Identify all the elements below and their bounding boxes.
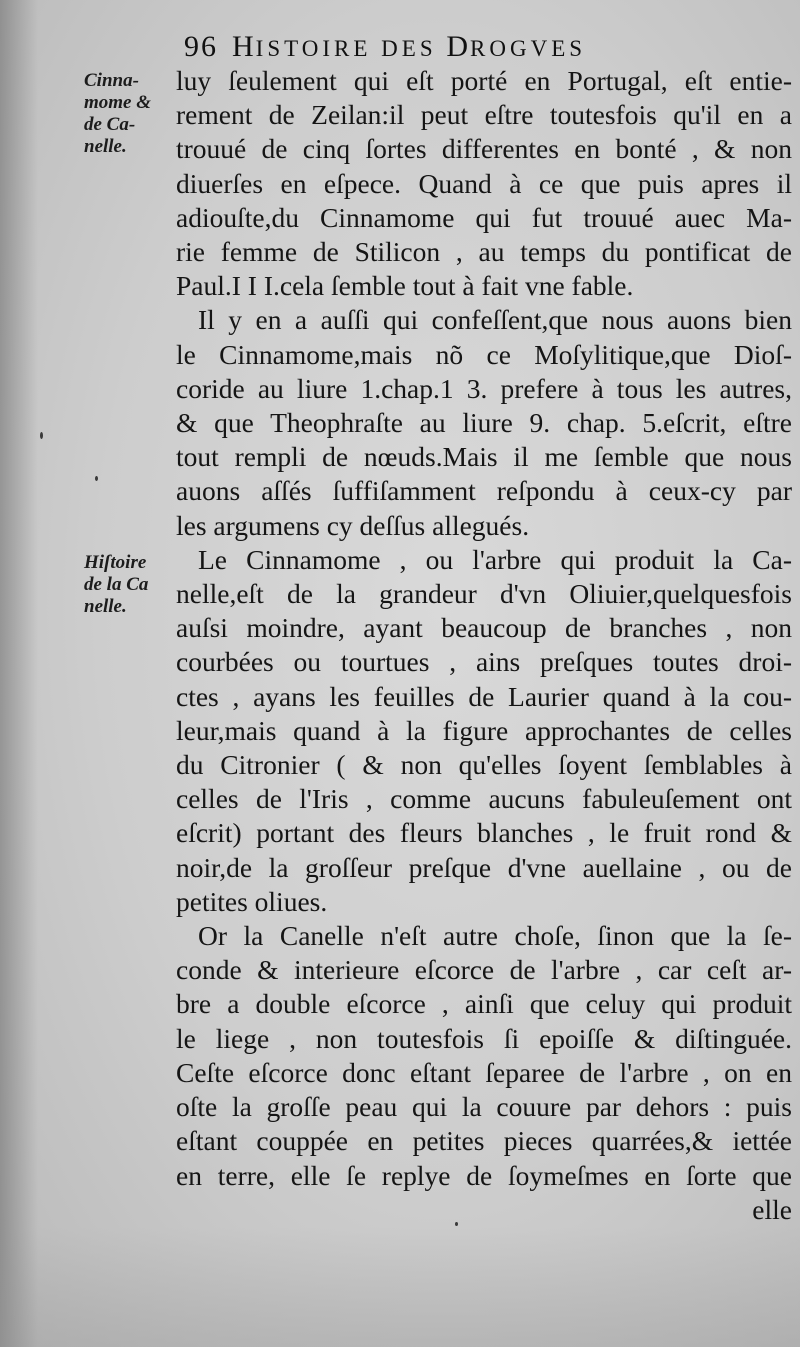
text-line: oſte la groſſe peau qui la couure par dehors : puis bbox=[176, 1091, 792, 1123]
ink-speck bbox=[95, 476, 98, 481]
running-title-part: ISTOIRE bbox=[255, 36, 382, 61]
margin-note-line: nelle. bbox=[84, 136, 127, 157]
text-line: auons aſſés ſuffiſamment reſpondu à ceux-cy par bbox=[176, 475, 792, 507]
margin-note-line: Cinna- bbox=[84, 70, 139, 91]
text-line: elle bbox=[752, 1193, 792, 1225]
text-line: ctes , ayans les feuilles de Laurier quand à la cou- bbox=[176, 680, 792, 712]
margin-note-line: nelle. bbox=[84, 596, 127, 617]
text-line: les argumens cy deſſus allegués. bbox=[176, 509, 530, 541]
running-header bbox=[184, 30, 586, 64]
text-line: bre a double eſcorce , ainſi que celuy qui produit bbox=[176, 988, 792, 1020]
text-line: noir,de la groſſeur preſque d'vne auellaine , ou de bbox=[176, 851, 792, 883]
text-line: leur,mais quand à la figure approchantes de celles bbox=[176, 714, 792, 746]
ink-speck bbox=[40, 432, 43, 439]
text-line: conde & interieure eſcorce de l'arbre , car ceſt ar- bbox=[176, 954, 792, 986]
running-title-part: DES bbox=[381, 36, 447, 61]
text-line: Or la Canelle n'eſt autre choſe, ſinon que la ſe- bbox=[198, 920, 792, 952]
text-line: coride au liure 1.chap.1 3. prefere à tous les autres, bbox=[176, 372, 792, 404]
body-text bbox=[176, 64, 792, 1227]
text-line: rement de Zeilan:il peut eſtre toutesfois qu'il en a bbox=[176, 99, 792, 131]
text-line: courbées ou tourtues , ains preſques toutes droi- bbox=[176, 646, 792, 678]
running-title-part: D bbox=[446, 30, 471, 63]
text-line: diuerſes en eſpece. Quand à ce que puis apres il bbox=[176, 167, 792, 199]
text-line: trouué de cinq ſortes differentes en bonté , & non bbox=[176, 133, 792, 165]
text-line: eſtant couppée en petites pieces quarrées,& iettée bbox=[176, 1125, 792, 1157]
margin-note-line: mome & bbox=[84, 92, 152, 113]
running-title-part: H bbox=[232, 30, 256, 63]
text-line: auſsi moindre, ayant beaucoup de branches , non bbox=[176, 612, 792, 644]
text-line: celles de l'Iris , comme aucuns fabuleuſement ont bbox=[176, 783, 792, 815]
running-title-part: ROGVES bbox=[470, 36, 587, 61]
margin-note-line: de Ca- bbox=[84, 114, 136, 135]
text-line: nelle,eſt de la grandeur d'vn Oliuier,quelquesfois bbox=[176, 578, 792, 610]
text-line: eſcrit) portant des fleurs blanches , le fruit rond & bbox=[176, 817, 792, 849]
text-line: du Citronier ( & non qu'elles ſoyent ſemblables à bbox=[176, 749, 792, 781]
ink-speck bbox=[455, 1222, 458, 1226]
text-line: Le Cinnamome , ou l'arbre qui produit la Ca- bbox=[198, 543, 792, 575]
text-line: petites oliues. bbox=[176, 885, 328, 917]
text-line: & que Theophraſte au liure 9. chap. 5.eſcrit, eſtre bbox=[176, 407, 792, 439]
text-line: en terre, elle ſe replye de ſoymeſmes en ſorte que bbox=[176, 1159, 792, 1191]
text-line: le liege , non toutesfois ſi epoiſſe & diſtinguée. bbox=[176, 1022, 792, 1054]
margin-note-histoire bbox=[84, 552, 174, 618]
text-line: Il y en a auſſi qui confeſſent,que nous auons bien bbox=[198, 304, 792, 336]
running-title bbox=[232, 30, 586, 63]
text-line: adiouſte,du Cinnamome qui fut trouué auec Ma- bbox=[176, 201, 792, 233]
text-line: rie femme de Stilicon , au temps du pontificat de bbox=[176, 236, 792, 268]
margin-note-cinnamome bbox=[84, 70, 174, 158]
margin-note-line: Hiſtoire bbox=[84, 552, 147, 573]
text-line: le Cinnamome,mais nõ ce Moſylitique,que Dioſ- bbox=[176, 338, 792, 370]
margin-note-line: de la Ca bbox=[84, 574, 149, 595]
page-number: 96 bbox=[184, 30, 218, 63]
text-line: Ceſte eſcorce donc eſtant ſeparee de l'arbre , on en bbox=[176, 1056, 792, 1088]
text-line: tout rempli de nœuds.Mais il me ſemble que nous bbox=[176, 441, 792, 473]
text-line: Paul.I I I.cela ſemble tout à fait vne fable. bbox=[176, 270, 634, 302]
text-line: luy ſeulement qui eſt porté en Portugal, eſt entie- bbox=[176, 65, 792, 96]
